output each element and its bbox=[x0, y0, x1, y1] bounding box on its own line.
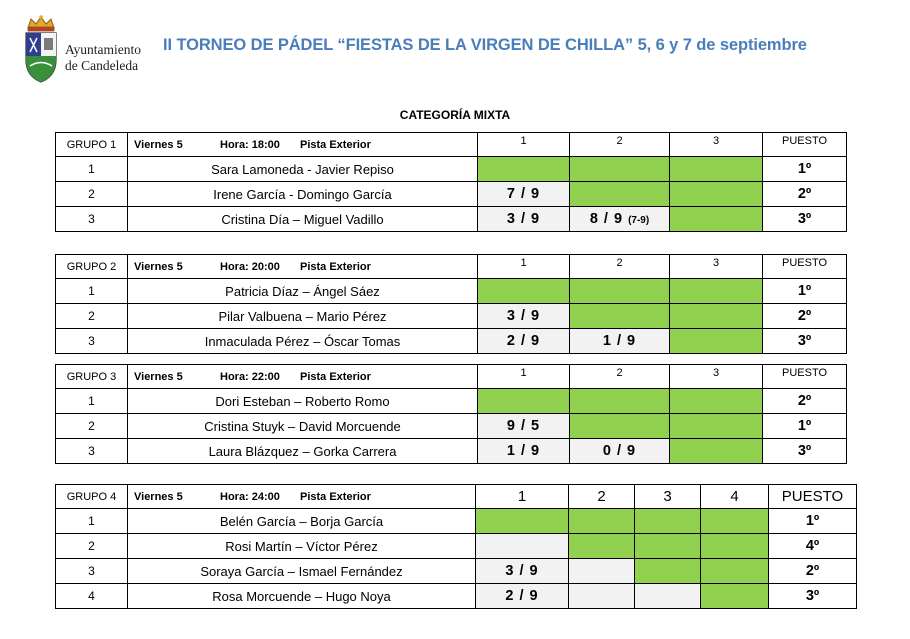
group-table-1 bbox=[55, 132, 847, 232]
group-schedule bbox=[128, 255, 478, 279]
row-number: 1 bbox=[56, 279, 128, 304]
row-number: 2 bbox=[56, 182, 128, 207]
column-header-4: 4 bbox=[701, 485, 769, 509]
table-row bbox=[56, 584, 857, 609]
group-court: Pista Exterior bbox=[300, 370, 371, 383]
column-header-3: 3 bbox=[635, 485, 701, 509]
result-cell bbox=[570, 279, 670, 304]
group-label: GRUPO 2 bbox=[56, 255, 128, 279]
column-header-1: 1 bbox=[476, 485, 569, 509]
column-header-1: 1 bbox=[478, 133, 570, 157]
result-cell bbox=[701, 559, 769, 584]
row-number: 1 bbox=[56, 157, 128, 182]
pair-name: Irene García - Domingo García bbox=[128, 182, 478, 207]
group-time: Hora: 24:00 bbox=[220, 490, 280, 503]
group-court: Pista Exterior bbox=[300, 138, 371, 151]
result-cell bbox=[635, 584, 701, 609]
score-cell bbox=[570, 207, 670, 232]
row-number: 1 bbox=[56, 509, 128, 534]
table-row bbox=[56, 559, 857, 584]
table-row bbox=[56, 439, 847, 464]
result-cell bbox=[476, 534, 569, 559]
page-header bbox=[18, 12, 898, 87]
score-cell: 1 / 9 bbox=[570, 329, 670, 354]
row-number: 1 bbox=[56, 389, 128, 414]
column-header-puesto: PUESTO bbox=[763, 133, 847, 157]
position-cell: 1º bbox=[769, 509, 857, 534]
result-cell bbox=[478, 157, 570, 182]
group-court: Pista Exterior bbox=[300, 260, 371, 273]
column-header-2: 2 bbox=[570, 255, 670, 279]
pair-name: Laura Blázquez – Gorka Carrera bbox=[128, 439, 478, 464]
group-schedule bbox=[128, 365, 478, 389]
tiebreak-note: (7-9) bbox=[628, 215, 650, 226]
result-cell bbox=[670, 439, 763, 464]
group-header-row bbox=[56, 485, 857, 509]
pair-name: Rosa Morcuende – Hugo Noya bbox=[128, 584, 476, 609]
column-header-puesto: PUESTO bbox=[769, 485, 857, 509]
score-cell: 3 / 9 bbox=[476, 559, 569, 584]
table-row bbox=[56, 389, 847, 414]
group-table-4 bbox=[55, 484, 857, 609]
result-cell bbox=[478, 279, 570, 304]
group-table-3 bbox=[55, 364, 847, 464]
group-time: Hora: 18:00 bbox=[220, 138, 280, 151]
pair-name: Pilar Valbuena – Mario Pérez bbox=[128, 304, 478, 329]
column-header-2: 2 bbox=[569, 485, 635, 509]
column-header-2: 2 bbox=[570, 365, 670, 389]
table-row bbox=[56, 509, 857, 534]
position-cell: 1º bbox=[763, 414, 847, 439]
score-cell: 7 / 9 bbox=[478, 182, 570, 207]
pair-name: Inmaculada Pérez – Óscar Tomas bbox=[128, 329, 478, 354]
position-cell: 2º bbox=[769, 559, 857, 584]
result-cell bbox=[670, 207, 763, 232]
result-cell bbox=[569, 509, 635, 534]
group-schedule bbox=[128, 485, 476, 509]
table-row bbox=[56, 279, 847, 304]
position-cell: 3º bbox=[763, 329, 847, 354]
score-cell: 1 / 9 bbox=[478, 439, 570, 464]
position-cell: 2º bbox=[763, 389, 847, 414]
pair-name: Belén García – Borja García bbox=[128, 509, 476, 534]
column-header-1: 1 bbox=[478, 365, 570, 389]
group-label: GRUPO 1 bbox=[56, 133, 128, 157]
group-time: Hora: 22:00 bbox=[220, 370, 280, 383]
column-header-3: 3 bbox=[670, 133, 763, 157]
result-cell bbox=[670, 389, 763, 414]
result-cell bbox=[670, 329, 763, 354]
group-header-row bbox=[56, 255, 847, 279]
score-cell: 2 / 9 bbox=[478, 329, 570, 354]
score-cell: 0 / 9 bbox=[570, 439, 670, 464]
result-cell bbox=[701, 534, 769, 559]
result-cell bbox=[670, 157, 763, 182]
pair-name: Sara Lamoneda - Javier Repiso bbox=[128, 157, 478, 182]
column-header-3: 3 bbox=[670, 255, 763, 279]
result-cell bbox=[476, 509, 569, 534]
position-cell: 3º bbox=[763, 207, 847, 232]
result-cell bbox=[569, 559, 635, 584]
column-header-3: 3 bbox=[670, 365, 763, 389]
group-schedule bbox=[128, 133, 478, 157]
score-cell: 3 / 9 bbox=[478, 304, 570, 329]
position-cell: 4º bbox=[769, 534, 857, 559]
position-cell: 3º bbox=[763, 439, 847, 464]
result-cell bbox=[635, 559, 701, 584]
result-cell bbox=[635, 509, 701, 534]
column-header-1: 1 bbox=[478, 255, 570, 279]
table-row bbox=[56, 329, 847, 354]
position-cell: 2º bbox=[763, 304, 847, 329]
group-court: Pista Exterior bbox=[300, 490, 371, 503]
page-title: II TORNEO DE PÁDEL “FIESTAS DE LA VIRGEN DE CHILLA” 5, 6 y 7 de septiembre bbox=[163, 36, 807, 54]
table-row bbox=[56, 304, 847, 329]
row-number: 3 bbox=[56, 207, 128, 232]
municipality-name bbox=[65, 42, 141, 74]
row-number: 3 bbox=[56, 559, 128, 584]
result-cell bbox=[670, 414, 763, 439]
result-cell bbox=[569, 584, 635, 609]
result-cell bbox=[570, 157, 670, 182]
position-cell: 2º bbox=[763, 182, 847, 207]
group-day: Viernes 5 bbox=[134, 370, 183, 383]
result-cell bbox=[701, 584, 769, 609]
group-label: GRUPO 3 bbox=[56, 365, 128, 389]
table-row bbox=[56, 207, 847, 232]
row-number: 3 bbox=[56, 439, 128, 464]
municipality-line-2: de Candeleda bbox=[65, 58, 139, 73]
pair-name: Cristina Stuyk – David Morcuende bbox=[128, 414, 478, 439]
group-day: Viernes 5 bbox=[134, 490, 183, 503]
pair-name: Cristina Día – Miguel Vadillo bbox=[128, 207, 478, 232]
score-value: 8 / 9 bbox=[589, 211, 624, 227]
pair-name: Soraya García – Ismael Fernández bbox=[128, 559, 476, 584]
pair-name: Patricia Díaz – Ángel Sáez bbox=[128, 279, 478, 304]
position-cell: 3º bbox=[769, 584, 857, 609]
position-cell: 1º bbox=[763, 279, 847, 304]
score-cell: 3 / 9 bbox=[478, 207, 570, 232]
coat-of-arms-logo bbox=[22, 14, 60, 86]
table-row bbox=[56, 414, 847, 439]
group-header-row bbox=[56, 133, 847, 157]
category-heading: CATEGORÍA MIXTA bbox=[399, 108, 511, 122]
result-cell bbox=[570, 414, 670, 439]
result-cell bbox=[570, 182, 670, 207]
municipality-line-1: Ayuntamiento bbox=[65, 42, 141, 57]
result-cell bbox=[635, 534, 701, 559]
result-cell bbox=[670, 279, 763, 304]
row-number: 2 bbox=[56, 534, 128, 559]
group-time: Hora: 20:00 bbox=[220, 260, 280, 273]
result-cell bbox=[701, 509, 769, 534]
group-label: GRUPO 4 bbox=[56, 485, 128, 509]
group-header-row bbox=[56, 365, 847, 389]
result-cell bbox=[670, 304, 763, 329]
pair-name: Dori Esteban – Roberto Romo bbox=[128, 389, 478, 414]
score-cell: 2 / 9 bbox=[476, 584, 569, 609]
row-number: 4 bbox=[56, 584, 128, 609]
group-table-2 bbox=[55, 254, 847, 354]
row-number: 2 bbox=[56, 304, 128, 329]
pair-name: Rosi Martín – Víctor Pérez bbox=[128, 534, 476, 559]
result-cell bbox=[478, 389, 570, 414]
row-number: 2 bbox=[56, 414, 128, 439]
table-row bbox=[56, 182, 847, 207]
result-cell bbox=[570, 389, 670, 414]
result-cell bbox=[570, 304, 670, 329]
column-header-puesto: PUESTO bbox=[763, 255, 847, 279]
position-cell: 1º bbox=[763, 157, 847, 182]
group-day: Viernes 5 bbox=[134, 138, 183, 151]
score-cell: 9 / 5 bbox=[478, 414, 570, 439]
result-cell bbox=[670, 182, 763, 207]
column-header-puesto: PUESTO bbox=[763, 365, 847, 389]
table-row bbox=[56, 157, 847, 182]
row-number: 3 bbox=[56, 329, 128, 354]
table-row bbox=[56, 534, 857, 559]
column-header-2: 2 bbox=[570, 133, 670, 157]
result-cell bbox=[569, 534, 635, 559]
group-day: Viernes 5 bbox=[134, 260, 183, 273]
